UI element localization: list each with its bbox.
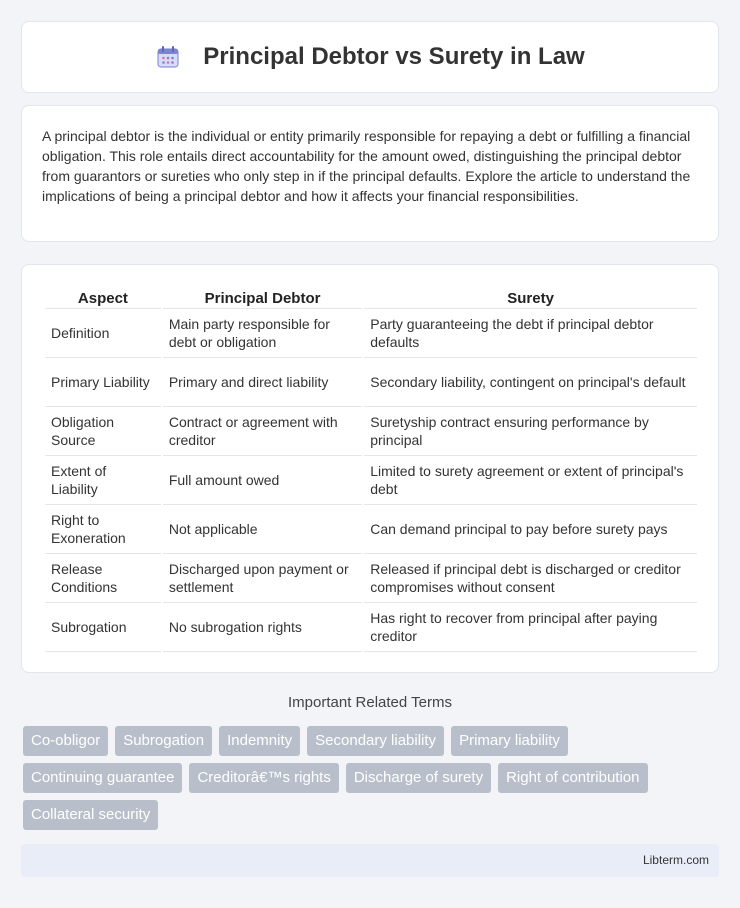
comparison-table xyxy=(43,285,699,652)
cell-surety: Secondary liability, contingent on principal's default xyxy=(364,358,697,407)
related-term-tag[interactable]: Primary liability xyxy=(451,726,568,756)
table-row xyxy=(45,456,697,505)
cell-aspect: Obligation Source xyxy=(45,407,161,456)
cell-aspect: Subrogation xyxy=(45,603,161,652)
header-surety: Surety xyxy=(364,285,697,309)
related-term-tag[interactable]: Creditorâ€™s rights xyxy=(189,763,338,793)
calendar-icon xyxy=(155,44,181,70)
footer-site-link[interactable]: Libterm.com xyxy=(642,853,709,867)
cell-surety: Released if principal debt is discharged or creditor compromises without consent xyxy=(364,554,697,603)
cell-surety: Can demand principal to pay before surety pays xyxy=(364,505,697,554)
cell-aspect: Definition xyxy=(45,309,161,358)
related-term-tag[interactable]: Collateral security xyxy=(23,800,158,830)
cell-principal-debtor: Main party responsible for debt or obligation xyxy=(163,309,362,358)
table-row xyxy=(45,554,697,603)
table-header-row xyxy=(45,285,697,309)
table-row xyxy=(45,407,697,456)
cell-principal-debtor: Contract or agreement with creditor xyxy=(163,407,362,456)
related-terms-list xyxy=(23,726,723,837)
intro-card xyxy=(21,105,719,242)
table-row xyxy=(45,358,697,407)
cell-surety: Party guaranteeing the debt if principal debtor defaults xyxy=(364,309,697,358)
cell-aspect: Primary Liability xyxy=(45,358,161,407)
header-aspect: Aspect xyxy=(45,285,161,309)
related-term-tag[interactable]: Right of contribution xyxy=(498,763,647,793)
cell-principal-debtor: Not applicable xyxy=(163,505,362,554)
related-term-tag[interactable]: Discharge of surety xyxy=(346,763,491,793)
cell-principal-debtor: Primary and direct liability xyxy=(163,358,362,407)
header-principal-debtor: Principal Debtor xyxy=(163,285,362,309)
related-term-tag[interactable]: Secondary liability xyxy=(307,726,444,756)
cell-aspect: Extent of Liability xyxy=(45,456,161,505)
cell-surety: Suretyship contract ensuring performance by principal xyxy=(364,407,697,456)
cell-principal-debtor: No subrogation rights xyxy=(163,603,362,652)
related-term-tag[interactable]: Indemnity xyxy=(219,726,300,756)
cell-surety: Has right to recover from principal after paying creditor xyxy=(364,603,697,652)
cell-principal-debtor: Discharged upon payment or settlement xyxy=(163,554,362,603)
table-row xyxy=(45,603,697,652)
related-terms-title: Important Related Terms xyxy=(288,694,452,711)
cell-surety: Limited to surety agreement or extent of principal's debt xyxy=(364,456,697,505)
header-card xyxy=(21,21,719,93)
related-term-tag[interactable]: Subrogation xyxy=(115,726,212,756)
intro-text: A principal debtor is the individual or entity primarily responsible for repaying a debt or fulfilling a financial obligation. This role entails direct accountability for the amount owed, distinguishing the principal debtor from guarantors or sureties who only step in if the principal defaults. Explore the article to understand the implications of being a principal debtor and how it affects your financial responsibilities. xyxy=(42,128,691,204)
cell-aspect: Right to Exoneration xyxy=(45,505,161,554)
table-row xyxy=(45,309,697,358)
cell-aspect: Release Conditions xyxy=(45,554,161,603)
page-title: Principal Debtor vs Surety in Law xyxy=(203,43,585,70)
related-term-tag[interactable]: Co-obligor xyxy=(23,726,108,756)
cell-principal-debtor: Full amount owed xyxy=(163,456,362,505)
comparison-table-card xyxy=(21,264,719,673)
related-term-tag[interactable]: Continuing guarantee xyxy=(23,763,182,793)
table-row xyxy=(45,505,697,554)
footer xyxy=(21,844,719,877)
